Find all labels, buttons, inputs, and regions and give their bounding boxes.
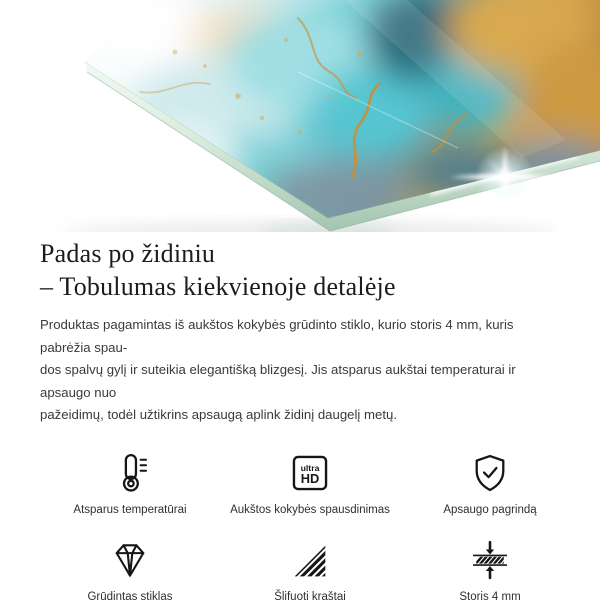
- feature-ultra-hd-print: [220, 451, 400, 516]
- feature-label: Aukštos kokybės spausdinimas: [230, 503, 390, 516]
- feature-label: Apsaugo pagrindą: [443, 503, 537, 516]
- feature-thickness: [400, 538, 580, 603]
- feature-label: Šlifuoti kraštai: [274, 590, 346, 603]
- thickness-icon: [468, 538, 512, 582]
- hero-product-image: [0, 0, 600, 232]
- description-line3: pažeidimų, todėl užtikrins apsaugą aplink židinį daugelį metų.: [40, 407, 398, 422]
- feature-heat-resistant: [40, 451, 220, 516]
- page-title: [40, 237, 560, 303]
- shield-check-icon: [468, 451, 512, 495]
- page-title-line1: Padas po židiniu: [40, 239, 216, 268]
- ultra-hd-icon: [288, 451, 332, 495]
- feature-tempered-glass: [40, 538, 220, 603]
- glass-panel-artwork: [0, 0, 600, 232]
- feature-label: Storis 4 mm: [459, 590, 521, 603]
- glass-shadow: [60, 223, 560, 232]
- feature-label: Grūdintas stiklas: [87, 590, 173, 603]
- description-line1: Produktas pagamintas iš aukštos kokybės grūdinto stiklo, kurio storis 4 mm, kuris pabrėžia spau-: [40, 317, 514, 355]
- diamond-icon: [107, 538, 153, 582]
- page-title-line2: – Tobulumas kiekvienoje detalėje: [40, 272, 396, 301]
- product-description: [40, 314, 560, 427]
- feature-label: Atsparus temperatūrai: [73, 503, 187, 516]
- description-line2: dos spalvų gylį ir suteikia elegantišką blizgesį. Jis atsparus aukštai temperaturai ir apsaugo nuo: [40, 362, 516, 400]
- feature-polished-edges: [220, 538, 400, 603]
- feature-protects-base: [400, 451, 580, 516]
- thermometer-icon: [107, 451, 153, 495]
- feature-grid: [40, 451, 580, 603]
- ultra-hd-text-bottom: HD: [300, 470, 320, 486]
- ultra-hd-text-top: ultra: [300, 462, 320, 473]
- polished-edges-icon: [288, 540, 332, 582]
